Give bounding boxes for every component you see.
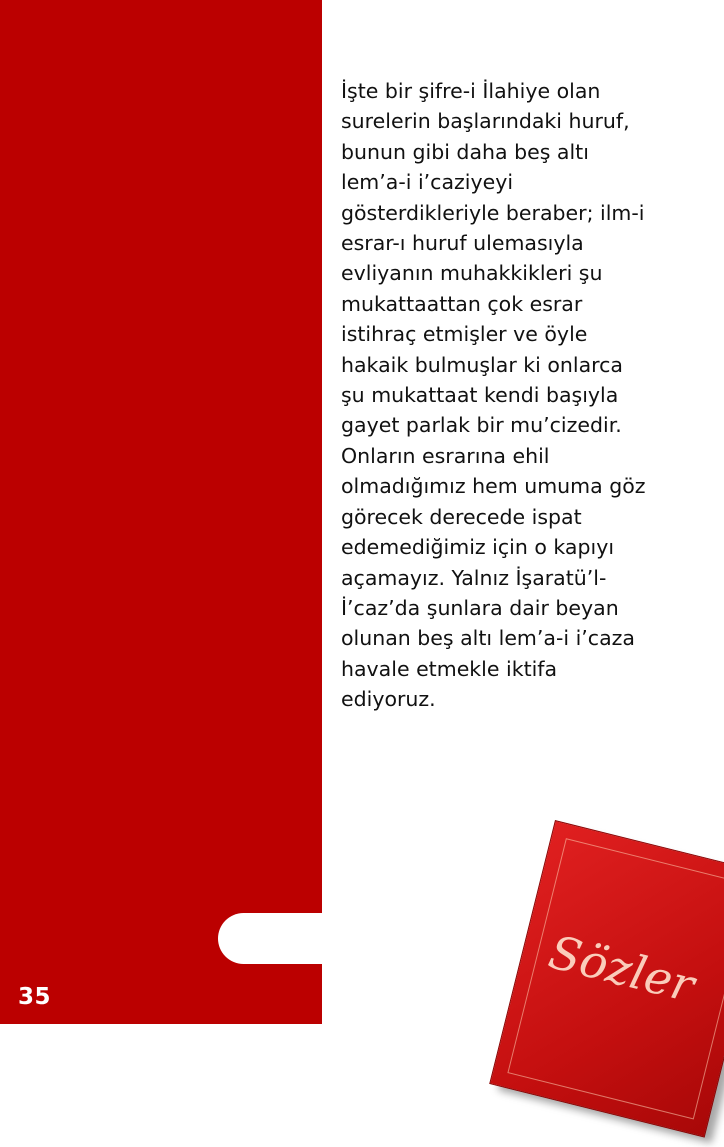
text-line: esrar-ı huruf ulemasıyla xyxy=(341,231,584,256)
text-line: olmadığımız hem umuma göz xyxy=(341,474,646,499)
text-line: mukattaattan çok esrar xyxy=(341,291,583,316)
text-line: havale etmekle iktifa xyxy=(341,656,558,681)
text-line: görecek derecede ispat xyxy=(341,504,582,529)
text-line: lem’a-i i’caziyeyi xyxy=(341,170,514,195)
text-line: evliyanın muhakkikleri şu xyxy=(341,261,603,286)
page-tab-pill xyxy=(218,913,348,964)
text-line: olunan beş altı lem’a-i i’caza xyxy=(341,626,635,651)
text-line: Onların esrarına ehil xyxy=(341,443,550,468)
text-line: gösterdikleriyle beraber; ilm-i xyxy=(341,200,645,225)
text-line: ediyoruz. xyxy=(341,687,436,712)
text-line: edemediğimiz için o kapıyı xyxy=(341,535,615,560)
text-line: İ’caz’da şunlara dair beyan xyxy=(341,595,619,620)
book-title: Sözler xyxy=(543,924,700,1013)
text-line: açamayız. Yalnız İşaratü’l- xyxy=(341,565,607,590)
text-line: surelerin başlarındaki huruf, xyxy=(341,109,630,134)
text-line: İşte bir şifre-i İlahiye olan xyxy=(341,79,601,103)
text-line: istihraç etmişler ve öyle xyxy=(341,322,588,347)
text-line: hakaik bulmuşlar ki onlarca xyxy=(341,352,623,377)
red-side-band xyxy=(0,0,322,1024)
book-cover xyxy=(489,820,724,1138)
book-cover-image xyxy=(487,820,724,1147)
body-paragraph xyxy=(341,76,686,715)
text-line: bunun gibi daha beş altı xyxy=(341,139,589,164)
page-number: 35 xyxy=(18,984,52,1010)
text-line: şu mukattaat kendi başıyla xyxy=(341,383,619,408)
text-line: gayet parlak bir mu’cizedir. xyxy=(341,413,622,438)
